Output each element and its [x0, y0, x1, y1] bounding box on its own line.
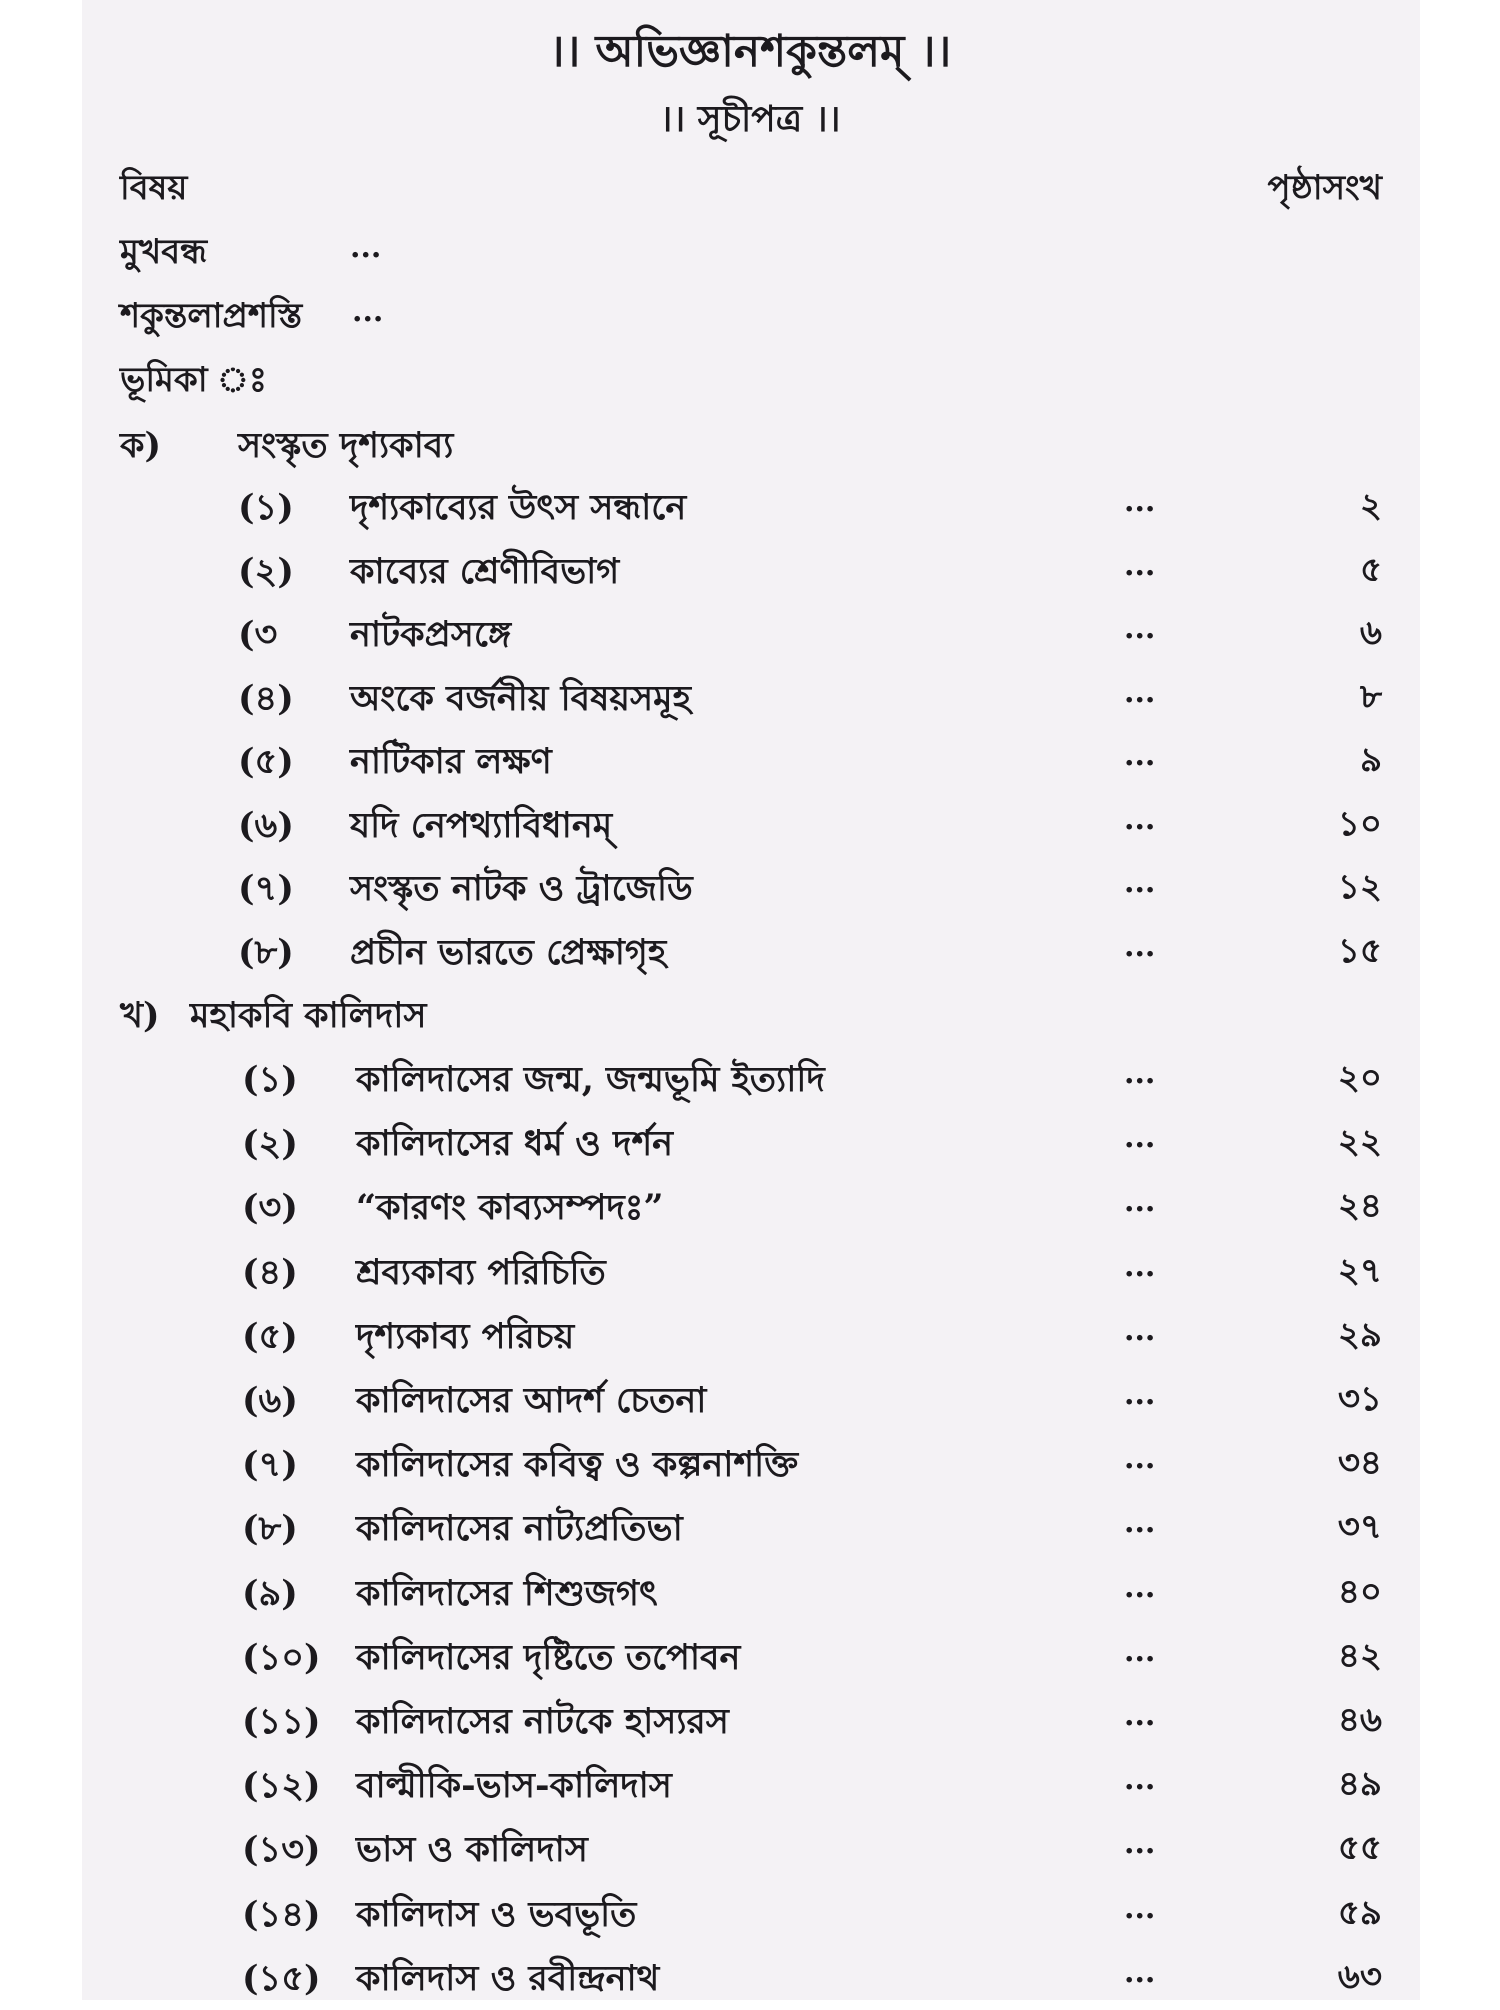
toc-entry-title: সংস্কৃত নাটক ও ট্রাজেডি	[350, 868, 693, 909]
toc-entry-leader: ...	[1124, 865, 1156, 900]
toc-entry-title: কালিদাসের ধর্ম ও দর্শন	[356, 1123, 674, 1164]
toc-entry-title: কালিদাসের জন্ম, জন্মভূমি ইত্যাদি	[356, 1059, 825, 1100]
toc-entry-leader: ...	[1124, 738, 1156, 773]
toc-entry-page-number: ৪২	[1337, 1636, 1382, 1676]
toc-entry-number: (১৪)	[242, 1894, 321, 1935]
toc-entry-title: অংকে বর্জনীয় বিষয়সমূহ	[350, 678, 691, 719]
toc-entry-title: প্রচীন ভারতে প্রেক্ষাগৃহ	[350, 932, 667, 973]
toc-entry-page-number: ৫৫	[1337, 1828, 1382, 1868]
toc-entry-leader: ...	[1124, 1249, 1156, 1284]
toc-entry-number: (৪)	[242, 1252, 298, 1293]
section-marker: খ)	[120, 995, 160, 1036]
toc-entry-number: (৮)	[242, 1508, 298, 1549]
toc-entry-title: কালিদাসের কবিত্ব ও কল্পনাশক্তি	[356, 1444, 799, 1485]
front-item: ভূমিকা ঃ	[120, 360, 267, 400]
book-title: ।। অভিজ্ঞানশকুন্তলম্ ।।	[548, 26, 952, 77]
section-title: সংস্কৃত দৃশ্যকাব্য	[238, 425, 454, 466]
toc-entry-leader: ...	[1124, 1505, 1156, 1540]
toc-entry-leader: ...	[1124, 1313, 1156, 1348]
toc-entry-leader: ...	[1124, 802, 1156, 837]
toc-entry-page-number: ৪৯	[1337, 1764, 1382, 1804]
toc-entry-number: (২)	[238, 551, 294, 592]
toc-entry-title: নাটকপ্রসঙ্গে	[350, 614, 512, 655]
toc-entry-leader: ...	[1124, 1570, 1156, 1605]
toc-entry-page-number: ৬৩	[1337, 1957, 1382, 1997]
toc-entry-page-number: ২	[1359, 486, 1382, 526]
toc-entry-title: যদি নেপথ্যাবিধানম্	[350, 805, 613, 846]
toc-entry-number: (৮)	[238, 932, 294, 973]
toc-entry-page-number: ৪৬	[1337, 1700, 1382, 1740]
toc-entry-page-number: ৫	[1359, 550, 1382, 590]
toc-entry-title: কালিদাস ও ভবভূতি	[356, 1894, 637, 1935]
toc-entry-page-number: ১২	[1337, 867, 1382, 907]
toc-entry-number: (৯)	[242, 1573, 298, 1614]
toc-entry-leader: ...	[1124, 1955, 1156, 1990]
toc-entry-page-number: ৮	[1359, 677, 1382, 717]
toc-entry-leader: ...	[1124, 1184, 1156, 1219]
toc-entry-number: (১০)	[242, 1637, 321, 1678]
toc-entry-number: (১৫)	[242, 1958, 321, 1999]
front-item-dots: ...	[350, 230, 382, 265]
toc-entry-title: কালিদাসের নাটকে হাস্যরস	[356, 1701, 729, 1742]
toc-entry-page-number: ৩৪	[1337, 1443, 1382, 1483]
toc-entry-number: (১২)	[242, 1765, 321, 1806]
toc-entry-number: (৪)	[238, 678, 294, 719]
toc-entry-leader: ...	[1124, 1377, 1156, 1412]
toc-entry-number: (৫)	[242, 1316, 298, 1357]
column-header-page-number: পৃষ্ঠাসংখ	[1267, 168, 1382, 208]
toc-entry-page-number: ২৭	[1337, 1251, 1382, 1291]
toc-entry-leader: ...	[1124, 484, 1156, 519]
section-marker: ক)	[120, 425, 162, 466]
front-item: শকুন্তলাপ্রশস্তি	[120, 296, 303, 336]
toc-entry-number: (৩)	[242, 1187, 298, 1228]
toc-entry-title: বাল্মীকি-ভাস-কালিদাস	[356, 1765, 672, 1806]
toc-entry-leader: ...	[1124, 929, 1156, 964]
column-header-subject: বিষয়	[120, 168, 188, 208]
toc-entry-title: কালিদাসের নাট্যপ্রতিভা	[356, 1508, 683, 1549]
toc-entry-number: (৭)	[238, 868, 294, 909]
toc-entry-page-number: ২০	[1337, 1058, 1382, 1098]
toc-entry-page-number: ৬	[1359, 613, 1382, 653]
toc-entry-leader: ...	[1124, 611, 1156, 646]
toc-entry-page-number: ২৯	[1337, 1315, 1382, 1355]
toc-entry-leader: ...	[1124, 1441, 1156, 1476]
toc-entry-page-number: ৪০	[1337, 1572, 1382, 1612]
toc-entry-leader: ...	[1124, 1826, 1156, 1861]
toc-entry-number: (৬)	[242, 1380, 298, 1421]
toc-entry-title: “কারণং কাব্যসম্পদঃ”	[356, 1187, 664, 1228]
toc-entry-number: (২)	[242, 1123, 298, 1164]
toc-entry-title: ভাস ও কালিদাস	[356, 1829, 588, 1870]
toc-entry-page-number: ১৫	[1337, 931, 1382, 971]
toc-heading: ।। সূচীপত্র ।।	[659, 98, 841, 140]
toc-entry-number: (১৩)	[242, 1829, 321, 1870]
toc-entry-page-number: ৩৭	[1337, 1507, 1382, 1547]
section-title: মহাকবি কালিদাস	[190, 995, 427, 1036]
toc-entry-page-number: ৩১	[1337, 1379, 1382, 1419]
toc-entry-page-number: ৫৯	[1337, 1893, 1382, 1933]
toc-entry-leader: ...	[1124, 1056, 1156, 1091]
toc-entry-title: কালিদাসের দৃষ্টিতে তপোবন	[356, 1637, 741, 1678]
toc-entry-title: কাব্যের শ্রেণীবিভাগ	[350, 551, 620, 592]
toc-entry-page-number: ৯	[1359, 740, 1382, 780]
toc-entry-title: দৃশ্যকাব্যের উৎস সন্ধানে	[350, 487, 687, 528]
toc-entry-leader: ...	[1124, 1634, 1156, 1669]
toc-entry-title: কালিদাসের শিশুজগৎ	[356, 1573, 658, 1614]
toc-entry-leader: ...	[1124, 675, 1156, 710]
toc-entry-page-number: ১০	[1337, 804, 1382, 844]
toc-entry-number: (৭)	[242, 1444, 298, 1485]
toc-entry-page-number: ২২	[1337, 1122, 1382, 1162]
toc-entry-title: শ্রব্যকাব্য পরিচিতি	[356, 1252, 606, 1293]
front-item: মুখবন্ধ	[120, 232, 208, 272]
toc-entry-number: (৩	[238, 614, 278, 655]
toc-entry-page-number: ২৪	[1337, 1186, 1382, 1226]
toc-entry-title: কালিদাসের আদর্শ চেতনা	[356, 1380, 707, 1421]
toc-entry-number: (৫)	[238, 741, 294, 782]
toc-entry-number: (১)	[242, 1059, 298, 1100]
toc-entry-title: নাটিকার লক্ষণ	[350, 741, 552, 782]
toc-entry-leader: ...	[1124, 1762, 1156, 1797]
toc-entry-number: (৬)	[238, 805, 294, 846]
toc-entry-number: (১১)	[242, 1701, 321, 1742]
toc-entry-title: দৃশ্যকাব্য পরিচয়	[356, 1316, 575, 1357]
toc-entry-title: কালিদাস ও রবীন্দ্রনাথ	[356, 1958, 660, 1999]
toc-entry-leader: ...	[1124, 1120, 1156, 1155]
front-item-dots: ...	[352, 294, 384, 329]
toc-entry-number: (১)	[238, 487, 294, 528]
toc-entry-leader: ...	[1124, 548, 1156, 583]
toc-entry-leader: ...	[1124, 1698, 1156, 1733]
toc-entry-leader: ...	[1124, 1891, 1156, 1926]
